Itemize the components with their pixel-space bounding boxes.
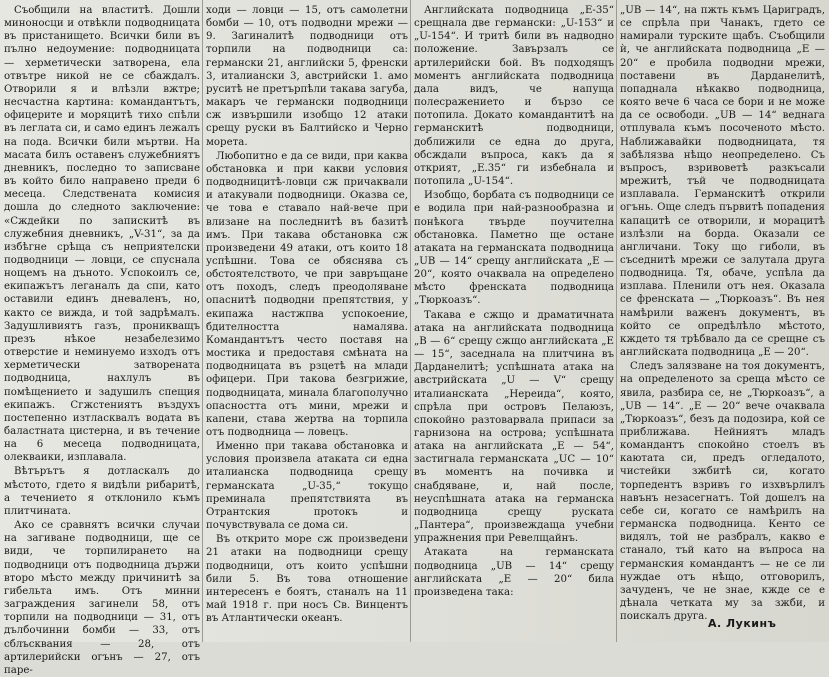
paragraph: Ако се сравнятъ всички случаи на загиване подводници, ще се види, че торпилирането на подводници отъ подводница държи второ мѣсто между причинитѣ за гибельта имъ. Отъ минни заграждения загинели 58, отъ торпили на подводници — 31, отъ дълбочинни бомби — 33, отъ сблъсквания — 28, отъ артилерийски огънъ — 27, отъ паре- [4,520,200,676]
paragraph: Въ открито море сж произведени 21 атаки на подводници срещу подводници, отъ които успѣшни били 5. Въ това отношение интересенъ е боятъ, станалъ на 11 май 1918 г. при носъ Св. Винцентъ въ Атлантически океанъ. [206,534,408,625]
author-signature: А. Лукинъ [708,617,777,630]
text-column-2 [206,4,408,634]
paragraph: Вѣтърътъ я дотласкалъ до мѣстото, гдето я видѣли рибаритѣ, а течението я отклонило къмъ плитчината. [4,466,200,517]
paragraph: Английската подводница „Е-35“ срещнала две германски: „U-153“ и „U-154“. И тритѣ били въ надводно положение. Завързалъ се артилерийски бой. Въ подходящъ моментъ английската подводница дала видъ, че напуща полесражението и бързо се потопила. Докато командантитѣ на германскитѣ подводници, доближили се една до друга, обсждали въпроса, какъ да я открият, „Е.35“ ги избебнала и потопила „U-154“. [414,5,614,188]
text-column-4 [620,4,825,623]
paragraph: Такава е сжщо и драматичната атака на английската подводница „В — 6“ срещу сжщо английската „Е — 15“, заседнала на плитчина въ Дарданелитѣ; успѣшната атака на австрийската „U — V“ срещу италианската „Нереида“, която, спрѣла при островъ Пелаюзъ, спокойно разтоварвала припаси за гарнизона на острова; успѣшната атака на английската „Е — 54“, застигнала германската „UC — 10“ въ моментъ на почивка и снабдяване, и, най после, неуспѣшната атака на германска подводница срещу руската „Пантера“, произвеждаща учебни упражнения при Ревелщайнъ. [414,309,614,545]
text-column-1 [4,4,200,676]
paragraph: Съобщили на властитѣ. Дошли миноносци и отвѣкли подводницата въ пристанището. Всички били въ пълно недоумение: подводницата — херметически затворена, ела отвътре никой не се сбаждалъ. Отворили я и влѣзли вжтре; несчастна картина: командантътъ, офицерите и моряцитѣ тихо спѣли въ леглата си, и само единъ лежалъ на пода. Всички били мъртви. На масата билъ оставенъ служебниятъ дневникъ, последно то записване въ който било направено преди 6 месеца. Следствената комисия дошла до следното заключение: «Сждейки по запискитѣ въ служебния дневникъ, „V-31“, за да избѣгне срѣща съ неприятелски подводници — ловци, се спуснала нощемъ на дъното. Успокоилъ се, екипажътъ леганалъ да спи, като оставили единъ дневаленъ, но, както се вижда, и той задрѣмалъ. Задушливиятъ газъ, проникващъ презъ нѣкое незабелезимо отверстие и неминуемо изходъ отъ херметически затворената подводница, нахлулъ въ помѣщението и задушилъ спещия екипажъ. Сгжстениятъ въздухъ постепенно изтласквалъ водата въ баластната цистерна, и въ течение на 6 месеца подводницата, олекваики, изплавала. [4,5,200,464]
paragraph: Следъ залязване на тоя документъ, на определеното за среща мѣсто се явила, разбира се, не „Тюркоазъ“, а „UB — 14“. „Е — 20“ вече очаквала „Тюркоазъ“, безъ да подозира, кой се приближава. Нейниятъ младъ командантъ спокойно стоелъ въ каютата си, предъ огледалото, чистейки зжбитѣ си, когато торпедентъ взривъ го изхвърлилъ навънъ незасегнатъ. Той дошелъ на себе си, когато се намѣрилъ на германска подводница. Кенто се видялъ, той не разбралъ, какво е станало, тъй като на въпроса на германския командантъ — не се ли нуждае отъ нѣщо, отговорилъ, зачуденъ, че не знае, кжде се е дѣнала четката му за зжби, и поискалъ друга. [620,361,825,623]
paragraph: Изобщо, борбата съ подводници се е водила при най-разнообразна и понѣкога твърде поучителна обстановка. Паметно ще остане атаката на германската подводница „UB — 14“ срещу английската „Е — 20“, която очаквала на определено мѣсто френската подводница „Тюркоазъ“. [414,190,614,307]
paragraph: Атаката на германската подводница „UB — 14“ срещу английската „Е — 20“ била произведена така: [414,547,614,598]
paragraph: ходи — ловци — 15, отъ самолетни бомби — 10, отъ подводни мрежи — 9. Загиналитѣ подводници отъ торпили на подводници са: германски 21, английски 5, френски 3, италиански 3, австрийски 1. амо руситѣ не претърпѣли такава загуба, макаръ че германски подводници сж извършили изобщо 12 атаки срещу руски въ Балтийско и Черно морета. [206,5,408,148]
column-rule [202,0,203,642]
column-rule [410,0,411,642]
text-column-3 [414,4,614,598]
paragraph: „UB — 14“, на пжть къмъ Цариградъ, се спрѣла при Чанакъ, гдето се намирали турските щабъ. Съобщили ѝ, че английската подводница „Е — 20“ е пробила подводни мрежи, поставени въ Дарданелитѣ, попаднала нѣкакво подводница, която вече 6 часа се бори и не може да се освободи. „UB — 14“ веднага отплувала къмъ посоченото мѣсто. Наближавайки подводницата, тя забѣлязва нѣщо неопределено. Съ въпросъ, взривоветѣ разкъсали мрежитѣ, тъй че подводницата изплавала. Германскитѣ открили огънь. Още следъ първитѣ попадения капацитѣ се отворили, и морацитѣ излѣзли на борда. Оказали се англичани. Току що гиболи, въ съседнитѣ мрежи се залутала друга подводница. Тя, обаче, успѣла да изплава. Пленили отъ нея. Оказала се френската — „Тюркоазъ“. Въ нея намѣрили важенъ документъ, въ който се опредѣлѣло мѣстото, кждето тя трѣбвало да се срещне съ английската подводница „Е — 20“. [620,5,825,359]
column-rule [616,0,617,642]
paragraph: Именно при такава обстановка и условия произвела атаката си една италианска подводница срещу германската „U-35,“ токущо преминала препятствията въ Отрантския протокъ и почувствувала се дома си. [206,441,408,532]
paragraph: Любопитно е да се види, при каква обстановка и при какви условия подводницитѣ-ловци сж причаквали и атакували подводници. Оказва се, че това е ставало най-вече при влизане на последнитѣ въ базитѣ имъ. При такава обстановка сж произведени 49 атаки, отъ които 18 успѣшни. Това се обяснява съ обстоятелството, че при завръщане отъ походъ, следъ преодоляване опаснитѣ подводни препятствия, у екипажа настжпва успокоение, бдителността намалява. Командантътъ често поставя на мостика и предоставя смѣната на подводницата въ рзцетѣ на млади офицери. При такова безгрижие, подводницата, минала благополучно опасността отъ мини, мрежи и капени, става жертва на торпила отъ подводница — ловецъ. [206,150,408,438]
